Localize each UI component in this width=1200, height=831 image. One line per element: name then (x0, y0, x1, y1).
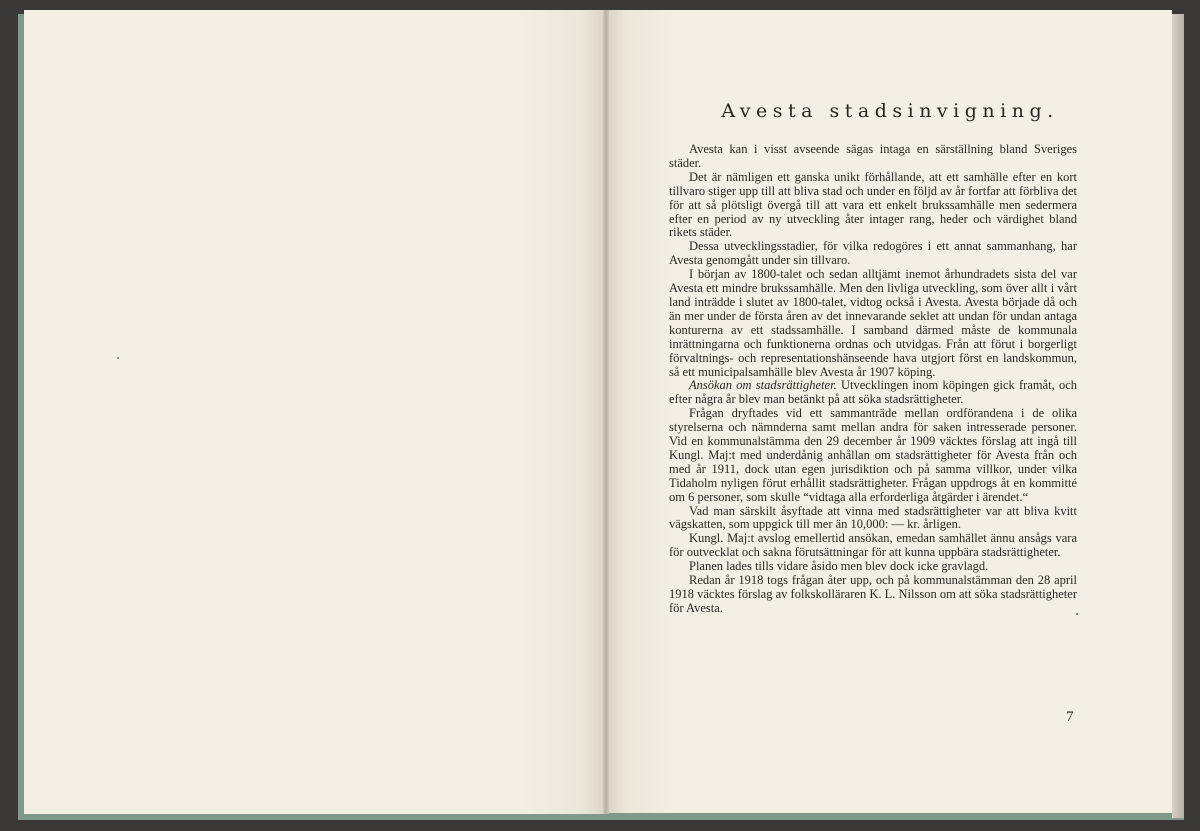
body-text (669, 143, 1077, 616)
section-heading: Ansökan om stadsrättigheter. (689, 378, 837, 393)
section-lead: Utvecklingen inom köpingen gick framåt, och efter några år blev man betänkt på att söka stadsrättigheter. (669, 378, 1078, 407)
paragraph: Planen lades tills vidare åsido men blev dock icke gravlagd. (689, 559, 989, 574)
paragraph: Det är nämligen ett ganska unikt förhållande, att ett samhälle efter en kort tillvaro stiger upp till att bliva stad och under en följd av år fortfar att förbliva det för att så plötsligt övergå till att vara ett enkelt brukssamhälle men sedermera efter en period av ny utveckling åter intager rang, heder och värdighet bland rikets städer. (669, 169, 1077, 240)
book-gutter (603, 10, 609, 814)
section-paragraph (669, 379, 1077, 407)
paragraph: Redan år 1918 togs frågan åter upp, och på kommunalstämman den 28 april 1918 väcktes förslag av folkskolläraren K. L. Nilsson om att söka stadsrättigheter för Avesta. (669, 573, 1077, 615)
paper-speck (117, 357, 119, 359)
paragraph: Vad man särskilt åsyftade att vinna med stadsrättigheter var att bliva kvitt vägskatten, som uppgick till mer än 10,000: — kr. årligen. (669, 503, 1077, 532)
paragraph: Dessa utvecklingsstadier, för vilka redogöres i ett annat sammanhang, har Avesta genomgått under sin tillvaro. (669, 239, 1077, 268)
paragraph: Avesta kan i visst avseende sägas intaga en särställning bland Sveriges städer. (669, 142, 1077, 170)
paragraph: Kungl. Maj:t avslog emellertid ansökan, emedan samhället ännu ansågs vara för outvecklat och sakna förutsättningar för att kunna uppbära stadsrättigheter. (669, 531, 1077, 560)
paragraph: Frågan dryftades vid ett sammanträde mellan ordförandena i de olika styrelserna och nämnderna samt mellan andra för saken intresserade personer. Vid en kommunalstämma den 29 december år 1909 väcktes förslag att ingå till Kungl. Maj:t med underdånig anhållan om stadsrättigheter för Avesta från och med år 1911, dock utan egen jurisdiktion och på samma villkor, under vilka Tidaholm nyligen förut erhållit stadsrättigheter. Frågan uppdrogs åt en kommitté om 6 personer, som skulle “vidtaga alla erforderliga åtgärder i ärendet.“ (669, 406, 1077, 504)
page-number: 7 (1066, 709, 1074, 725)
page-title: Avesta stadsinvigning. (721, 100, 1059, 122)
page-stack-edge (1172, 14, 1184, 818)
left-page-blank (24, 10, 607, 814)
paragraph: I början av 1800-talet och sedan alltjämt inemot århundradets sista del var Avesta ett mindre brukssamhälle. Men den livliga utveckling, som över allt i vårt land inträdde i slutet av 1800-talet, vidtog också i Avesta. Avesta började då och än mer under de första åren av det innevarande seklet att undan för undan antaga konturerna av ett stadssamhälle. I samband därmed måste de kommunala inrättningarna och funktionerna ordnas och utvidgas. Från att förut i borgerligt förvaltnings- och representationshänseende hava utgjort först en landskommun, så ett municipalsamhälle blev Avesta år 1907 köping. (669, 267, 1077, 379)
